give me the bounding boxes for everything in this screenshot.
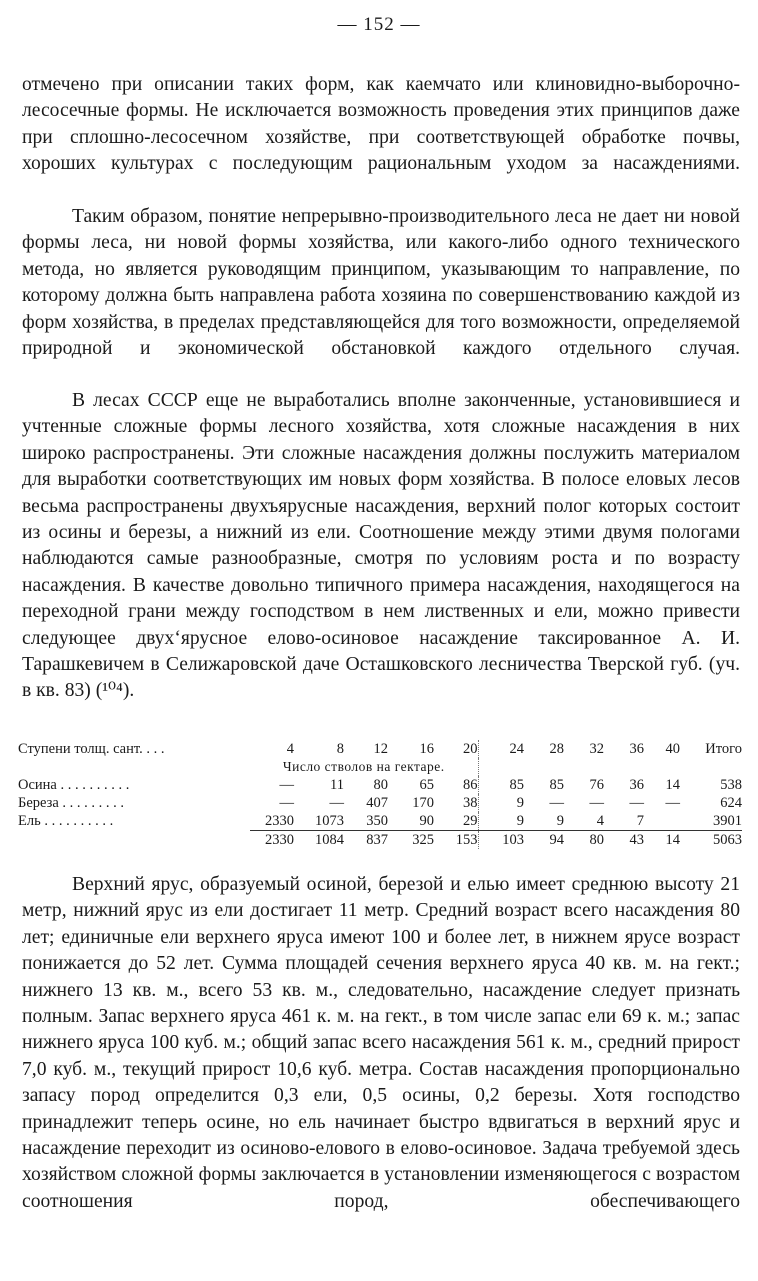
table-col-header: 40 bbox=[665, 741, 680, 757]
paragraph-3: В лесах СССР еще не выработались вполне законченные, установившиеся и учтенные сложные формы лесного хозяйства, хотя сложные насаждения в них широко распространены. Эти сложные насаждения должны послужить материалом для выработки соответствующих им новых форм хозяйства. В полосе еловых лесов весьма распространены двухъярусные насаждения, верхний полог которых состоит из осины и березы, а нижний из ели. Соотношение между этими двумя пологами наблюдаются самые разнообразные, смотря по условиям роста и по возрасту насаждения. В качестве довольно типичного примера насаждения, находящегося на переходной грани между господством в нем лиственных и ели, можно привести следующее двух‘ярусное елово-осиновое насаждение таксированное А. И. Тарашкевичем в Селижаровской даче Осташковского лесничества Тверской губ. (уч. в кв. 83) (¹⁰⁴). bbox=[22, 390, 740, 702]
table-cell: 90 bbox=[419, 813, 434, 829]
table-col-header: 32 bbox=[589, 741, 604, 757]
table-cell: 4 bbox=[596, 813, 604, 829]
table-row bbox=[18, 812, 742, 831]
table-total-cell: 43 bbox=[604, 831, 644, 850]
table-cell: — bbox=[279, 777, 294, 793]
table-cell: 38 bbox=[463, 795, 478, 811]
paragraph-1: отмечено при описании таких форм, как каемчато или клиновидно-выборочно-лесосечные формы. Не исключается возможность проведения этих принципов даже при сплошно-лесосечном хозяйстве, при соответствующей обработке почвы, хороших культурах с последующим рациональным уходом за насаждениями. bbox=[22, 74, 740, 175]
table-col-header: 4 bbox=[286, 741, 294, 757]
table-subheader-row bbox=[18, 758, 742, 776]
table-row-label: Ель . . . . . . . . . . bbox=[18, 813, 114, 830]
table-cell: 65 bbox=[419, 777, 434, 793]
table-cell: 3901 bbox=[713, 813, 742, 829]
table-header-label: Ступени толщ. сант. . . . bbox=[18, 741, 165, 757]
table-cell: 9 bbox=[478, 794, 524, 812]
table-total-cell: 1084 bbox=[294, 831, 344, 850]
table-col-header: 8 bbox=[336, 741, 344, 757]
table-cell: 36 bbox=[629, 777, 644, 793]
table-cell: 2330 bbox=[265, 813, 294, 829]
table-cell: 80 bbox=[373, 777, 388, 793]
table-cell: — bbox=[329, 795, 344, 811]
table-cell: 7 bbox=[636, 813, 644, 829]
table-total-cell: 94 bbox=[524, 831, 564, 850]
table-cell: 624 bbox=[720, 795, 742, 811]
table-col-header: 36 bbox=[629, 741, 644, 757]
table-cell: — bbox=[665, 795, 680, 811]
table-total-cell: 5063 bbox=[680, 831, 742, 850]
table-cell: — bbox=[279, 795, 294, 811]
table-col-header: 28 bbox=[549, 741, 564, 757]
table-col-header: 12 bbox=[373, 741, 388, 757]
table-col-header: Итого bbox=[705, 741, 742, 757]
table-cell: 9 bbox=[478, 812, 524, 831]
table-total-cell: 14 bbox=[644, 831, 680, 850]
table-col-header: 20 bbox=[463, 741, 478, 757]
stem-count-table bbox=[18, 740, 742, 849]
table-cell: 350 bbox=[366, 813, 388, 829]
table-row bbox=[18, 776, 742, 794]
table-cell: 14 bbox=[665, 777, 680, 793]
table-col-header: 16 bbox=[419, 741, 434, 757]
table-subheader: Число стволов на гектаре. bbox=[282, 759, 445, 774]
table-row-label: Осина . . . . . . . . . . bbox=[18, 777, 130, 793]
table-col-header: 24 bbox=[478, 740, 524, 758]
table-cell: 76 bbox=[589, 777, 604, 793]
table-cell: — bbox=[629, 795, 644, 811]
table-cell: 11 bbox=[330, 777, 344, 793]
table-header-row bbox=[18, 740, 742, 758]
table-cell: — bbox=[589, 795, 604, 811]
table-cell: 29 bbox=[463, 813, 478, 829]
table-total-cell: 837 bbox=[344, 831, 388, 850]
table-cell: 407 bbox=[366, 795, 388, 811]
table-cell: 85 bbox=[549, 777, 564, 793]
table-row bbox=[18, 794, 742, 812]
table-total-cell: 153 bbox=[434, 831, 478, 850]
table-cell: 9 bbox=[556, 813, 564, 829]
paragraph-4: Верхний ярус, образуемый осиной, березой и елью имеет среднюю высоту 21 метр, нижний ярус из ели достигает 11 метр. Средний возраст всего насаждения 80 лет; единичные ели верхнего яруса имеют 100 и более лет, в нижнем ярусе возраст понижается до 52 лет. Сумма площадей сечения верхнего яруса 40 кв. м. на гект.; нижнего 13 кв. м., всего 53 кв. м., следовательно, насаждение следует признать полным. Запас верхнего яруса 461 к. м. на гект., в том числе запас ели 69 к. м.; запас нижнего яруса 100 куб. м.; общий запас всего насаждения 561 к. м., средний прирост 7,0 куб. м., текущий прирост 10,6 куб. метра. Состав насаждения пропорционально запасу пород определится 0,3 ели, 0,5 осины, 0,2 березы. Хотя господство принадлежит теперь осине, но ель начинает быстро вдвигаться в верхний ярус и насаждение переходит из осиново-елового в елово-осиновое. Задача требуемой здесь хозяйством сложной формы заключается в установлении изменяющегося с возрастом соотношения пород, обеспечивающего bbox=[22, 874, 740, 1212]
paragraph-2: Таким образом, понятие непрерывно-производительного леса не дает ни новой формы леса, ни новой формы хозяйства, или какого-либо одного технического метода, но является руководящим принципом, указывающим то направление, по которому должна быть направлена работа хозяина по совершенствованию каждой из форм хозяйства, в пределах представляющейся для того возможности, определяемой природной и экономической обстановкой каждого отдельного случая. bbox=[22, 206, 740, 360]
table-cell: 170 bbox=[412, 795, 434, 811]
table-cell: 538 bbox=[720, 777, 742, 793]
table-total-cell: 103 bbox=[478, 831, 524, 850]
table-cell: 1073 bbox=[315, 813, 344, 829]
table-cell: 85 bbox=[478, 776, 524, 794]
page-number: — 152 — bbox=[337, 14, 421, 35]
table-cell: 86 bbox=[463, 777, 478, 793]
table-cell bbox=[644, 812, 680, 831]
table-total-cell: 80 bbox=[564, 831, 604, 850]
table-row-label: Береза . . . . . . . . . bbox=[18, 795, 125, 811]
table-totals-row bbox=[18, 831, 742, 850]
table-total-cell: 325 bbox=[388, 831, 434, 850]
table-cell: — bbox=[549, 795, 564, 811]
table-total-cell: 2330 bbox=[250, 831, 294, 850]
